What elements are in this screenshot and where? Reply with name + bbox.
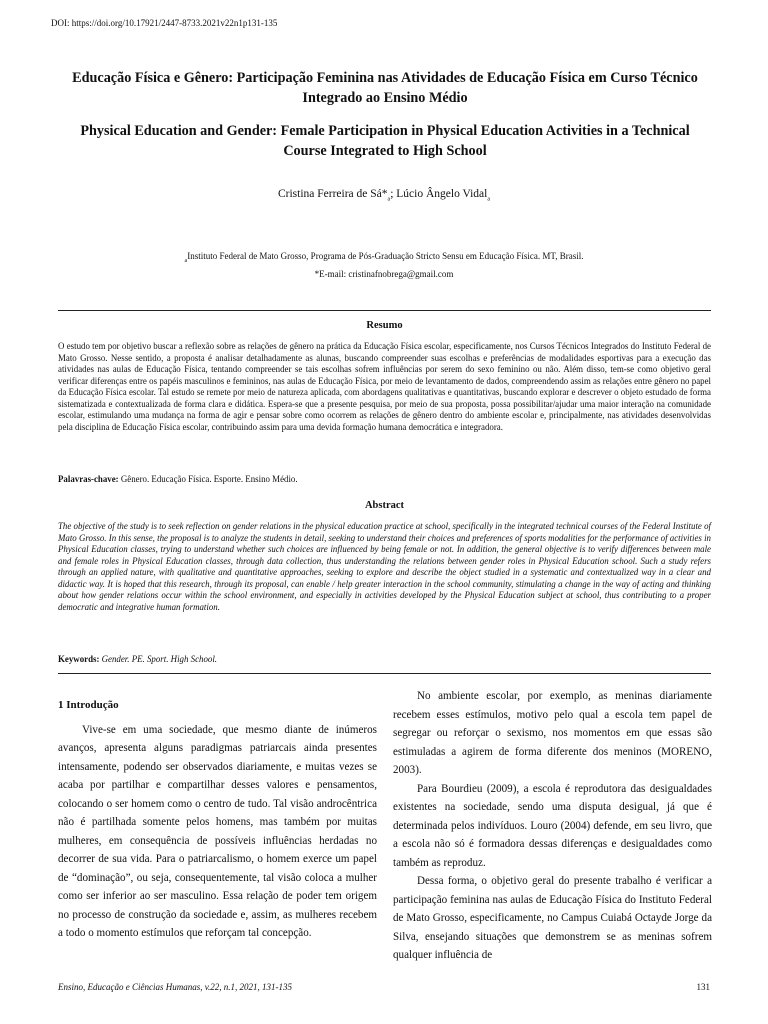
doi-line: DOI: https://doi.org/10.17921/2447-8733.2021v22n1p131-135 [51, 18, 278, 28]
resumo-text: O estudo tem por objetivo buscar a reflexão sobre as relações de gênero na prática da Educação Física escolar, especificamente, nos Cursos Técnicos Integrados do Instituto Federal de Mato Grosso. Nesse sentido, a proposta é analisar detalhadamente as alunas, buscando compreender suas escolhas e preferências de modalidades esportivas para a execução das atividades nas aulas de Educação Física, tentando compreender se tais escolhas sofrem influências por serem do sexo feminino ou não. Além disso, tem-se como objetivo geral verificar diferenças entre os papéis masculinos e femininos, nas aulas de Educação Física, por meio de levantamento de dados, compreendendo assim as relações entre gênero no papel da Educação Física escolar. Tal estudo se remete por meio de natureza aplicada, com abordagens qualitativas e quantitativas, buscando explorar e descrever o objeto estudado de forma sistematizada e contextualizada de forma clara e didática. Espera-se que a presente pesquisa, por meio de sua proposta, possa possibilitar/ajudar uma maior interação na comunidade escolar, estimulando uma mudança na forma de agir e pensar sobre como ocorrem as relações de gênero dentro do ambiente escolar e, principalmente, nas atividades desenvolvidas pela disciplina de Educação Física escolar, contribuindo assim para uma devida formação humana democrática e integradora. [58, 341, 711, 432]
affiliation-mark: a [184, 257, 188, 264]
author-line [0, 188, 768, 202]
title-portuguese: Educação Física e Gênero: Participação Feminina nas Atividades de Educação Física em Curso Técnico Integrado ao Ensino Médio [72, 70, 698, 106]
journal-footer: Ensino, Educação e Ciências Humanas, v.22, n.1, 2021, 131-135 [58, 982, 293, 992]
keywords-label: Palavras-chave: [58, 474, 119, 484]
top-divider [58, 310, 711, 311]
abstract-heading: Abstract [364, 500, 405, 511]
page-number: 131 [696, 982, 710, 992]
affiliation-block [0, 250, 768, 281]
section-heading: 1 Introdução [58, 699, 119, 711]
author-name: Lúcio Ângelo Vidal [396, 188, 488, 200]
body-left-column [58, 696, 377, 943]
affiliation-mark: a [387, 196, 391, 203]
title-english: Physical Education and Gender: Female Participation in Physical Education Activities in a Technical Course Integrated to High School [80, 123, 690, 159]
resumo-keywords [58, 474, 711, 484]
abstract-text: The objective of the study is to seek reflection on gender relations in the physical education practice at school, specifically in the integrated technical courses of the Federal Institute of Mato Grosso. In this sense, the proposal is to analyze the students in detail, seeking to understand their choices and preferences of sports modalities for the performance of activities in Physical Education classes, trying to understand whether such choices are influenced by being female or not. In addition, the general objective is to verify differences between male and female roles in Physical Education classes, through data collection, thus understanding the relations between gender roles in Physical Education school. Such a study refers through an applied nature, with qualitative and quantitative approaches, seeking to explore and describe the object studied in a systematic and contextualized way in a clear and didactic way. It is hoped that this research, through its proposal, can enable / help greater interaction in the school community, stimulating a change in the way of acting and thinking about how gender relations occur within the school environment, and especially in activities developed by the Physical Education subject at school, thus contributing to a proper democratic and integrative human formation. [58, 521, 711, 612]
keywords-label: Keywords: [58, 654, 100, 664]
body-paragraph: Dessa forma, o objetivo geral do presente trabalho é verificar a participação feminina nas aulas de Educação Física do Instituto Federal de Mato Grosso, especificamente, no Campus Cuiabá Octayde Jorge da Silva, ensejando situações que demonstrem se as meninas sofrem qualquer influência de [393, 875, 712, 961]
body-right-column [393, 687, 712, 965]
affiliation-text: Instituto Federal de Mato Grosso, Programa de Pós-Graduação Stricto Sensu em Educação Física. MT, Brasil. [187, 251, 584, 261]
author-separator: ; [390, 188, 397, 200]
affiliation-mark: a [487, 196, 491, 203]
contact-email: *E-mail: cristinafnobrega@gmail.com [314, 268, 454, 279]
body-paragraph: No ambiente escolar, por exemplo, as meninas diariamente recebem esses estímulos, motivo pelo qual a escola tem papel de segregar ou reforçar o sexismo, nos momentos em que essas são estimuladas a agirem de forma diferente dos meninos (MORENO, 2003). [393, 690, 712, 776]
bottom-divider [58, 673, 711, 674]
abstract-keywords [58, 654, 711, 664]
resumo-heading: Resumo [366, 320, 403, 331]
body-paragraph: Para Bourdieu (2009), a escola é reprodutora das desigualdades existentes na sociedade, sendo uma disputa desigual, já que é determinada pelos indivíduos. Louro (2004) defende, em seu livro, que a escola não só é formadora dessas diferenças e desigualdades como também as reproduz. [393, 782, 712, 869]
keywords-list: Gender. PE. Sport. High School. [99, 654, 218, 664]
author-name: Cristina Ferreira de Sá* [277, 188, 388, 200]
keywords-list: Gênero. Educação Física. Esporte. Ensino Médio. [118, 474, 298, 484]
body-paragraph: Vive-se em uma sociedade, que mesmo diante de inúmeros avanços, apresenta alguns paradigmas patriarcais ainda presentes intensamente, podendo ser observados diariamente, e muitas vezes se acaba por partilhar e compartilhar desses valores e pensamentos, colocando o ser homem como o centro de tudo. Tal visão androcêntrica não é partilhada somente pelos homens, mas também por muitas mulheres, em consequência de possíveis influências herdadas no decorrer de sua vida. Para o patriarcalismo, o homem exerce um papel de “dominação”, ou seja, consequentemente, tal visão coloca a mulher como ser inferior ao ser masculino. Essa relação de poder tem origem no processo de construção da sociedade e, assim, as mulheres recebem a todo o momento estímulos que reforçam tal concepção. [58, 723, 377, 939]
